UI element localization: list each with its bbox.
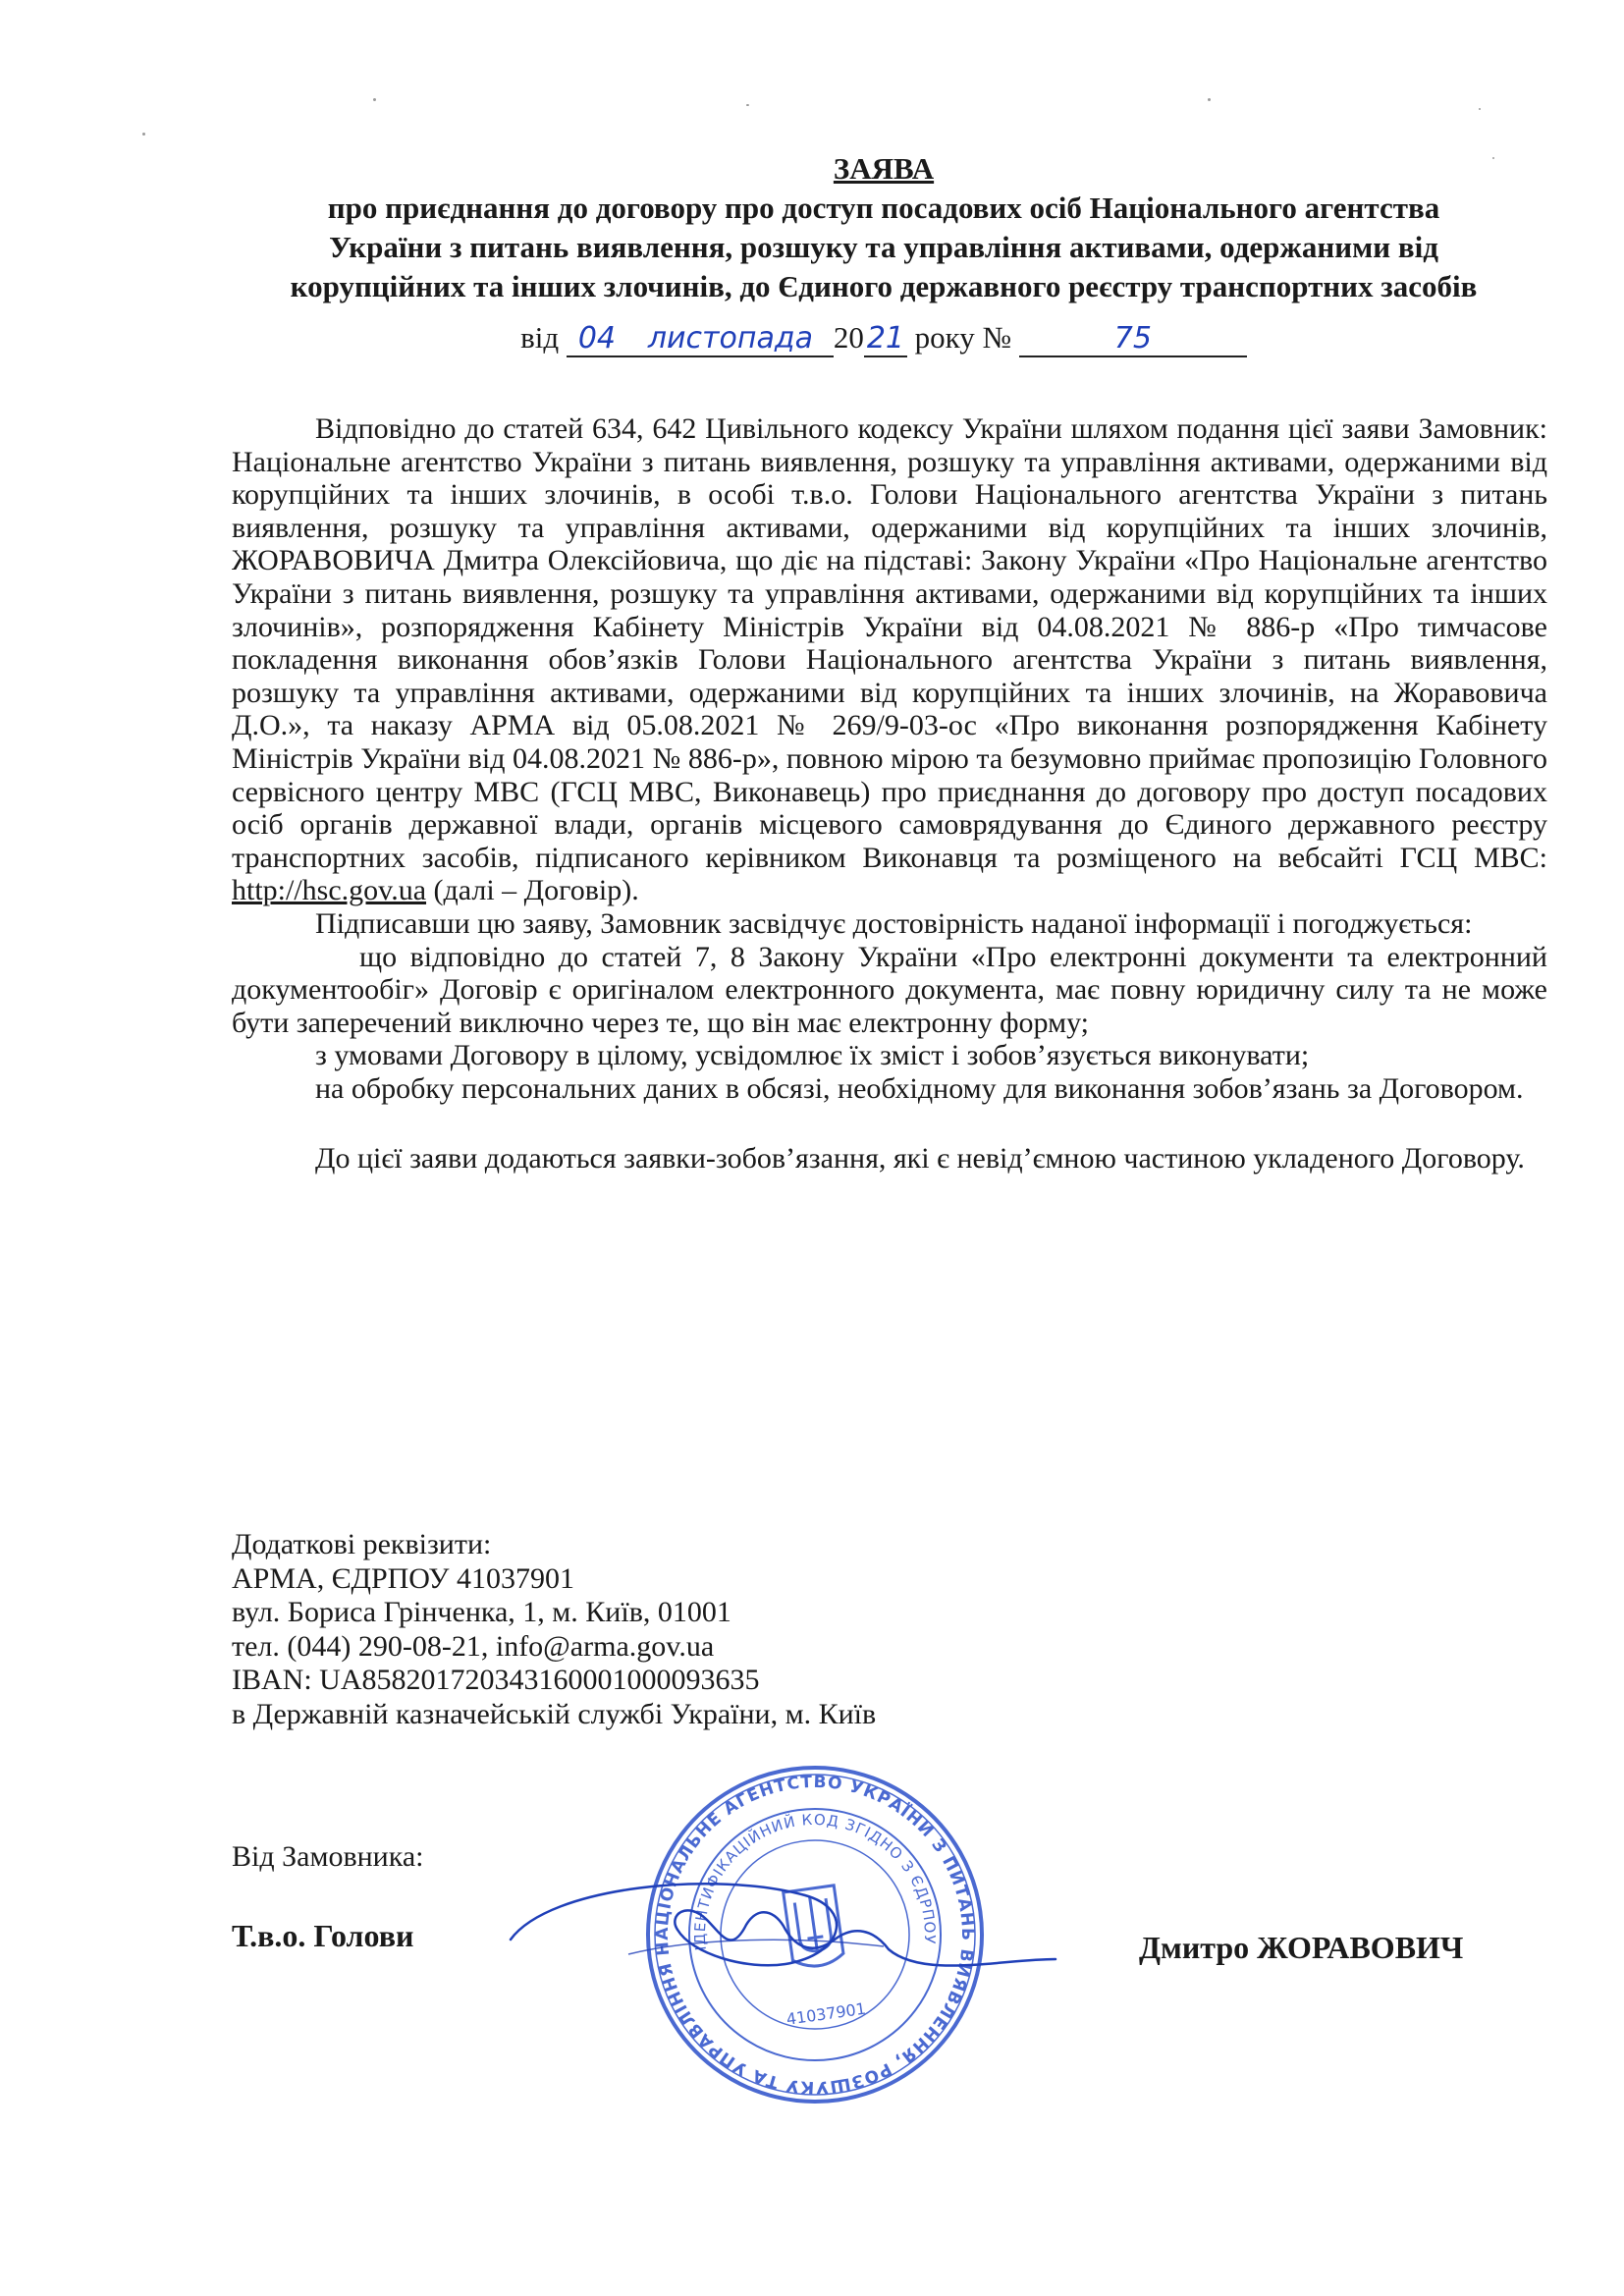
- trident-icon: [784, 1886, 844, 1969]
- signer-name: Дмитро ЖОРАВОВИЧ: [1139, 1930, 1464, 1965]
- document-subtitle-line: України з питань виявлення, розшуку та управління активами, одержаними від: [329, 230, 1438, 264]
- body-paragraph: Підписавши цю заяву, Замовник засвідчує достовірність наданої інформації і погоджується:: [315, 906, 1473, 940]
- document-number-field: 75: [1019, 322, 1247, 357]
- date-day-field: 04: [567, 322, 627, 357]
- requisites-line: IBAN: UA858201720343160001000093635: [232, 1664, 760, 1696]
- document-title: ЗАЯВА: [833, 151, 935, 186]
- requisites-block: [232, 1528, 876, 1731]
- stamp-inner-text: ІДЕНТИФІКАЦІЙНИЙ КОД ЗГІДНО З ЄДРПОУ: [690, 1810, 940, 1952]
- stamp-outer-text: НАЦІОНАЛЬНЕ АГЕНТСТВО УКРАЇНИ З ПИТАНЬ ВИЯВЛЕННЯ, РОЗШУКУ ТА УПРАВЛІННЯ: [652, 1772, 978, 2098]
- body-paragraph: з умовами Договору в цілому, усвідомлює їх зміст і зобов’язується виконувати;: [315, 1039, 1310, 1072]
- requisites-line: вул. Бориса Грінченка, 1, м. Київ, 01001: [232, 1596, 731, 1628]
- requisites-line: Додаткові реквізити:: [232, 1528, 492, 1560]
- requisites-line: АРМА, ЄДРПОУ 41037901: [232, 1561, 575, 1595]
- link-suffix: (далі – Договір).: [426, 874, 639, 907]
- body-paragraph: [232, 412, 1547, 907]
- document-subtitle-line: корупційних та інших злочинів, до Єдиного державного реєстру транспортних засобів: [290, 269, 1478, 303]
- paragraph-text: Відповідно до статей 634, 642 Цивільного кодексу України шляхом подання цієї заяви Замовник: Національне агентство України з питань виявлення, розшуку та управління активами, одержаними від корупційних та інших злочинів, в особі т.в.о. Голови Національного агентства України з питань виявлення, розшуку та управління активами, одержаними від корупційних та інших злочинів, ЖОРАВОВИЧА Дмитра Олексійовича, що діє на підставі: Закону України «Про Національне агентство України з питань виявлення, розшуку та управління активами, одержаними від корупційних та інших злочинів», розпорядження Кабінету Міністрів України від 04.08.2021 № 886-р «Про тимчасове покладення виконання обов’язків Голови Національного агентства України з питань виявлення, розшуку та управління активами, одержаними від корупційних та інших злочинів, на Жоравовича Д.О.», та наказу АРМА від 05.08.2021 № 269/9-03-ос «Про виконання розпорядження Кабінету Міністрів України від 04.08.2021 № 886-р», повною мірою та безумовно приймає пропозицію Головного сервісного центру МВС (ГСЦ МВС, Виконавець) про приєднання до договору про доступ посадових осіб органів державної влади, органів місцевого самоврядування до Єдиного державного реєстру транспортних засобів, підписаного керівником Виконавця та розміщеного на вебсайті ГСЦ МВС:: [232, 412, 1547, 874]
- requisites-line: в Державній казначейській службі України, м. Київ: [232, 1697, 877, 1730]
- body-paragraph: на обробку персональних даних в обсязі, необхідному для виконання зобов’язань за Договором.: [315, 1071, 1524, 1105]
- document-body: [232, 412, 1547, 1175]
- dateline-year-word: року №: [914, 320, 1012, 355]
- document-heading: [226, 149, 1542, 306]
- date-year-prefix: 20: [833, 320, 864, 355]
- official-stamp: [628, 1763, 1001, 2106]
- signer-role: Т.в.о. Голови: [232, 1918, 414, 1953]
- from-label: Від Замовника:: [232, 1840, 424, 1873]
- document-subtitle-line: про приєднання до договору про доступ посадових осіб Національного агентства: [327, 191, 1440, 225]
- requisites-line: тел. (044) 290-08-21, info@arma.gov.ua: [232, 1629, 715, 1663]
- stamp-seal: [628, 1763, 1001, 2106]
- body-paragraph: До цієї заяви додаються заявки-зобов’язання, які є невід’ємною частиною укладеного Договору.: [315, 1142, 1525, 1175]
- stamp-code: 41037901: [785, 1998, 867, 2029]
- date-month-field: листопада: [627, 322, 834, 357]
- hsc-link[interactable]: http://hsc.gov.ua: [232, 874, 427, 907]
- date-year-field: 21: [864, 322, 907, 357]
- body-paragraph: що відповідно до статей 7, 8 Закону України «Про електронні документи та електронний документообіг» Договір є оригіналом електронного документа, має повну юридичну силу та не може бути заперечений виключно через те, що він має електронну форму;: [232, 940, 1547, 1039]
- svg-text:НАЦІОНАЛЬНЕ АГЕНТСТВО УКРАЇНИ: [628, 1763, 999, 2106]
- dateline: [226, 316, 1542, 359]
- dateline-prefix: від: [520, 320, 560, 355]
